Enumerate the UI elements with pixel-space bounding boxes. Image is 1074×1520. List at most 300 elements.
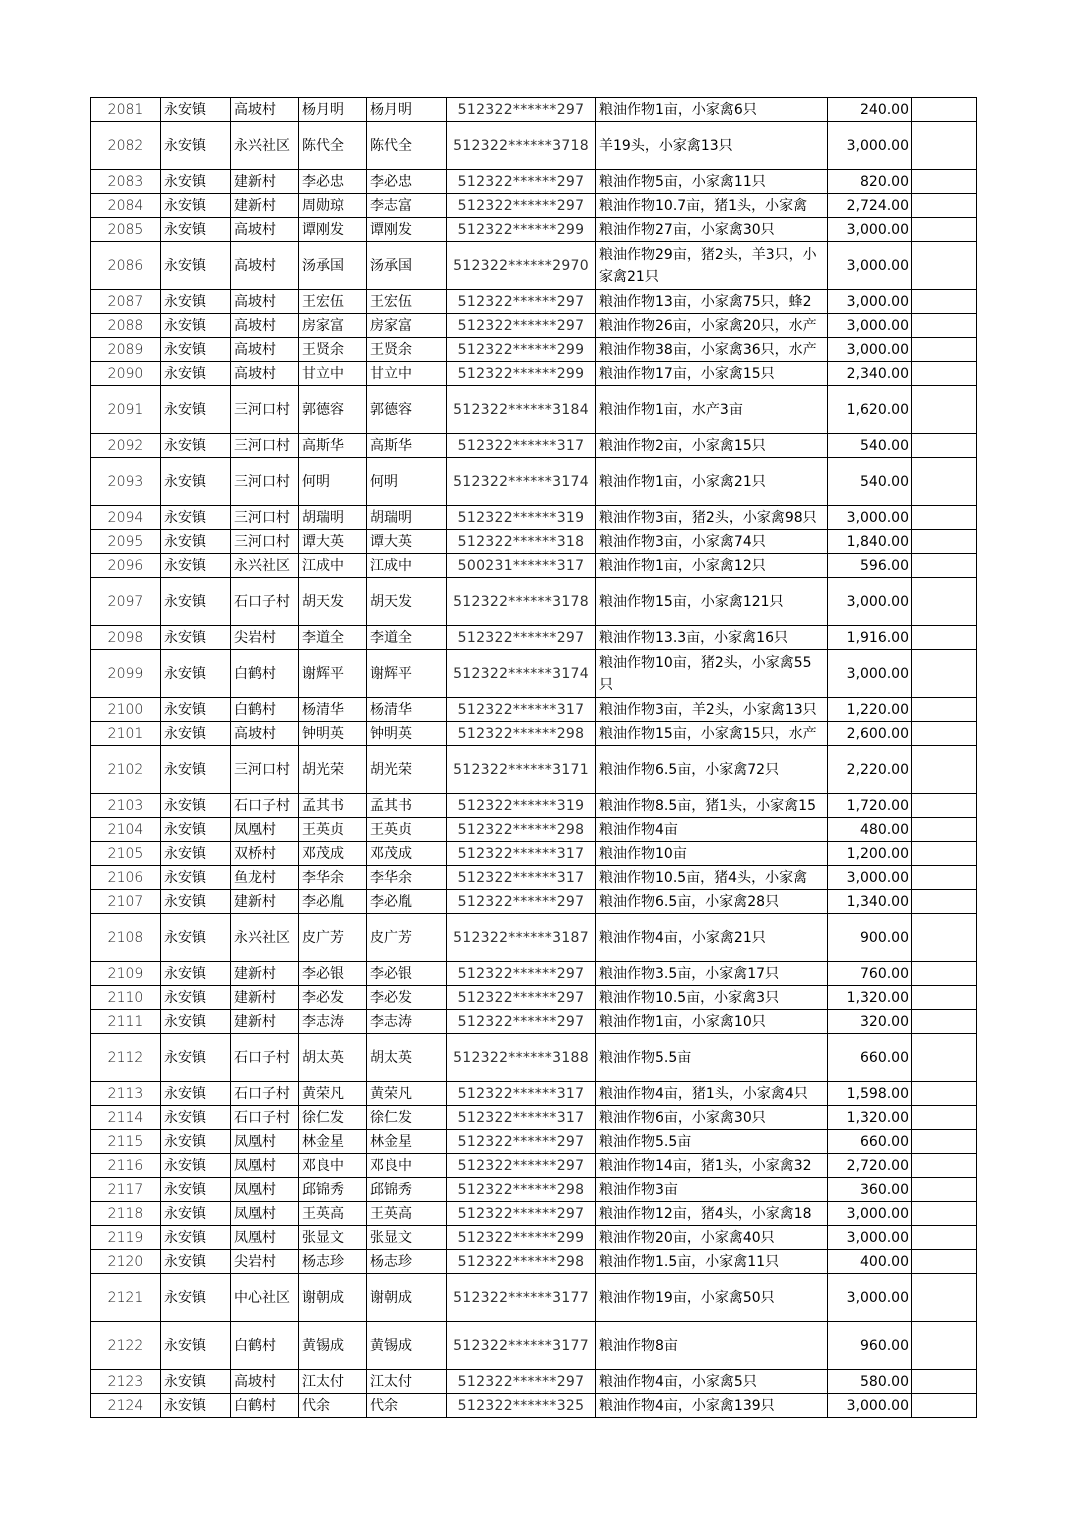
row-number: 2090 [91, 362, 161, 386]
payee-cell: 胡瑞明 [367, 506, 447, 530]
id-number-cell: 512322******2970 [447, 242, 596, 290]
village-cell: 建新村 [231, 170, 299, 194]
description-cell: 羊19头，小家禽13只 [596, 122, 828, 170]
amount-cell: 3,000.00 [828, 866, 912, 890]
table-row [91, 842, 977, 866]
name-cell: 李志涛 [299, 1010, 367, 1034]
id-number-cell: 512322******3178 [447, 578, 596, 626]
amount-cell: 580.00 [828, 1370, 912, 1394]
description-cell: 粮油作物3亩，羊2头，小家禽13只 [596, 698, 828, 722]
row-number: 2116 [91, 1154, 161, 1178]
table-row [91, 698, 977, 722]
payee-cell: 李必发 [367, 986, 447, 1010]
row-number: 2107 [91, 890, 161, 914]
table-row [91, 434, 977, 458]
table-row [91, 890, 977, 914]
row-number: 2089 [91, 338, 161, 362]
id-number-cell: 512322******297 [447, 962, 596, 986]
amount-cell: 1,220.00 [828, 698, 912, 722]
id-number-cell: 512322******297 [447, 194, 596, 218]
town-cell: 永安镇 [161, 1082, 231, 1106]
name-cell: 江太付 [299, 1370, 367, 1394]
payee-cell: 谢朝成 [367, 1274, 447, 1322]
payee-cell: 李志涛 [367, 1010, 447, 1034]
town-cell: 永安镇 [161, 506, 231, 530]
village-cell: 建新村 [231, 194, 299, 218]
description-cell: 粮油作物3亩 [596, 1178, 828, 1202]
payee-cell: 李道全 [367, 626, 447, 650]
amount-cell: 2,340.00 [828, 362, 912, 386]
description-cell: 粮油作物27亩，小家禽30只 [596, 218, 828, 242]
name-cell: 汤承国 [299, 242, 367, 290]
table-row [91, 386, 977, 434]
name-cell: 房家富 [299, 314, 367, 338]
remarks-cell [912, 1154, 977, 1178]
village-cell: 凤凰村 [231, 1130, 299, 1154]
payee-cell: 胡光荣 [367, 746, 447, 794]
amount-cell: 2,724.00 [828, 194, 912, 218]
town-cell: 永安镇 [161, 434, 231, 458]
payee-cell: 李华余 [367, 866, 447, 890]
description-cell: 粮油作物1亩，小家禽6只 [596, 98, 828, 122]
amount-cell: 820.00 [828, 170, 912, 194]
description-cell: 粮油作物6亩，小家禽30只 [596, 1106, 828, 1130]
town-cell: 永安镇 [161, 818, 231, 842]
village-cell: 尖岩村 [231, 626, 299, 650]
description-cell: 粮油作物1亩，小家禽12只 [596, 554, 828, 578]
table-row [91, 818, 977, 842]
id-number-cell: 512322******297 [447, 1130, 596, 1154]
row-number: 2122 [91, 1322, 161, 1370]
amount-cell: 3,000.00 [828, 578, 912, 626]
description-cell: 粮油作物4亩，小家禽21只 [596, 914, 828, 962]
id-number-cell: 512322******297 [447, 626, 596, 650]
name-cell: 代余 [299, 1394, 367, 1418]
remarks-cell [912, 1394, 977, 1418]
village-cell: 凤凰村 [231, 818, 299, 842]
id-number-cell: 512322******297 [447, 986, 596, 1010]
description-cell: 粮油作物4亩，小家禽5只 [596, 1370, 828, 1394]
village-cell: 三河口村 [231, 506, 299, 530]
name-cell: 王贤余 [299, 338, 367, 362]
id-number-cell: 512322******317 [447, 1082, 596, 1106]
remarks-cell [912, 890, 977, 914]
description-cell: 粮油作物10.5亩，猪4头，小家禽 [596, 866, 828, 890]
description-cell: 粮油作物19亩，小家禽50只 [596, 1274, 828, 1322]
row-number: 2108 [91, 914, 161, 962]
row-number: 2084 [91, 194, 161, 218]
row-number: 2101 [91, 722, 161, 746]
id-number-cell: 512322******3187 [447, 914, 596, 962]
amount-cell: 360.00 [828, 1178, 912, 1202]
remarks-cell [912, 170, 977, 194]
table-row [91, 914, 977, 962]
village-cell: 永兴社区 [231, 554, 299, 578]
description-cell: 粮油作物14亩，猪1头，小家禽32 [596, 1154, 828, 1178]
town-cell: 永安镇 [161, 1226, 231, 1250]
town-cell: 永安镇 [161, 578, 231, 626]
id-number-cell: 512322******297 [447, 1010, 596, 1034]
table-row [91, 794, 977, 818]
town-cell: 永安镇 [161, 218, 231, 242]
amount-cell: 240.00 [828, 98, 912, 122]
name-cell: 钟明英 [299, 722, 367, 746]
amount-cell: 540.00 [828, 458, 912, 506]
name-cell: 王英贞 [299, 818, 367, 842]
payee-cell: 江成中 [367, 554, 447, 578]
table-row [91, 1322, 977, 1370]
id-number-cell: 512322******3174 [447, 458, 596, 506]
amount-cell: 2,220.00 [828, 746, 912, 794]
remarks-cell [912, 746, 977, 794]
table-row [91, 1130, 977, 1154]
name-cell: 高斯华 [299, 434, 367, 458]
village-cell: 凤凰村 [231, 1202, 299, 1226]
table-row [91, 722, 977, 746]
town-cell: 永安镇 [161, 1010, 231, 1034]
payee-cell: 张显文 [367, 1226, 447, 1250]
remarks-cell [912, 866, 977, 890]
town-cell: 永安镇 [161, 650, 231, 698]
table-row [91, 1226, 977, 1250]
table-row [91, 362, 977, 386]
name-cell: 杨志珍 [299, 1250, 367, 1274]
description-cell: 粮油作物13.3亩，小家禽16只 [596, 626, 828, 650]
amount-cell: 3,000.00 [828, 338, 912, 362]
description-cell: 粮油作物1亩，水产3亩 [596, 386, 828, 434]
amount-cell: 1,840.00 [828, 530, 912, 554]
id-number-cell: 512322******319 [447, 506, 596, 530]
payee-cell: 甘立中 [367, 362, 447, 386]
amount-cell: 3,000.00 [828, 650, 912, 698]
table-row [91, 1154, 977, 1178]
remarks-cell [912, 242, 977, 290]
name-cell: 谢辉平 [299, 650, 367, 698]
row-number: 2123 [91, 1370, 161, 1394]
remarks-cell [912, 122, 977, 170]
description-cell: 粮油作物15亩，小家禽15只，水产 [596, 722, 828, 746]
remarks-cell [912, 218, 977, 242]
row-number: 2098 [91, 626, 161, 650]
description-cell: 粮油作物10.7亩，猪1头，小家禽 [596, 194, 828, 218]
amount-cell: 596.00 [828, 554, 912, 578]
description-cell: 粮油作物38亩，小家禽36只，水产 [596, 338, 828, 362]
id-number-cell: 512322******325 [447, 1394, 596, 1418]
village-cell: 凤凰村 [231, 1226, 299, 1250]
amount-cell: 2,720.00 [828, 1154, 912, 1178]
town-cell: 永安镇 [161, 194, 231, 218]
amount-cell: 480.00 [828, 818, 912, 842]
name-cell: 何明 [299, 458, 367, 506]
description-cell: 粮油作物1亩，小家禽21只 [596, 458, 828, 506]
table-row [91, 170, 977, 194]
village-cell: 石口子村 [231, 1106, 299, 1130]
amount-cell: 3,000.00 [828, 1274, 912, 1322]
payee-cell: 邱锦秀 [367, 1178, 447, 1202]
payee-cell: 王宏伍 [367, 290, 447, 314]
row-number: 2120 [91, 1250, 161, 1274]
description-cell: 粮油作物3亩，小家禽74只 [596, 530, 828, 554]
id-number-cell: 512322******298 [447, 1178, 596, 1202]
table-row [91, 1250, 977, 1274]
village-cell: 三河口村 [231, 434, 299, 458]
row-number: 2111 [91, 1010, 161, 1034]
town-cell: 永安镇 [161, 746, 231, 794]
row-number: 2109 [91, 962, 161, 986]
description-cell: 粮油作物10亩，猪2头，小家禽55只 [596, 650, 828, 698]
town-cell: 永安镇 [161, 986, 231, 1010]
payee-cell: 汤承国 [367, 242, 447, 290]
town-cell: 永安镇 [161, 914, 231, 962]
table-row [91, 1370, 977, 1394]
name-cell: 胡瑞明 [299, 506, 367, 530]
id-number-cell: 512322******3174 [447, 650, 596, 698]
row-number: 2103 [91, 794, 161, 818]
payee-cell: 黄锡成 [367, 1322, 447, 1370]
name-cell: 王英高 [299, 1202, 367, 1226]
table-row [91, 1274, 977, 1322]
remarks-cell [912, 1034, 977, 1082]
village-cell: 高坡村 [231, 1370, 299, 1394]
town-cell: 永安镇 [161, 1202, 231, 1226]
payee-cell: 钟明英 [367, 722, 447, 746]
name-cell: 徐仁发 [299, 1106, 367, 1130]
town-cell: 永安镇 [161, 290, 231, 314]
description-cell: 粮油作物26亩，小家禽20只，水产 [596, 314, 828, 338]
remarks-cell [912, 554, 977, 578]
payee-cell: 胡天发 [367, 578, 447, 626]
name-cell: 李必胤 [299, 890, 367, 914]
payee-cell: 陈代全 [367, 122, 447, 170]
description-cell: 粮油作物29亩，猪2头，羊3只，小家禽21只 [596, 242, 828, 290]
remarks-cell [912, 842, 977, 866]
payee-cell: 江太付 [367, 1370, 447, 1394]
remarks-cell [912, 1106, 977, 1130]
row-number: 2104 [91, 818, 161, 842]
row-number: 2082 [91, 122, 161, 170]
amount-cell: 3,000.00 [828, 290, 912, 314]
town-cell: 永安镇 [161, 866, 231, 890]
table-row [91, 578, 977, 626]
village-cell: 高坡村 [231, 338, 299, 362]
amount-cell: 540.00 [828, 434, 912, 458]
id-number-cell: 512322******297 [447, 1154, 596, 1178]
id-number-cell: 512322******299 [447, 362, 596, 386]
remarks-cell [912, 986, 977, 1010]
town-cell: 永安镇 [161, 242, 231, 290]
remarks-cell [912, 794, 977, 818]
payee-cell: 王英高 [367, 1202, 447, 1226]
remarks-cell [912, 458, 977, 506]
row-number: 2118 [91, 1202, 161, 1226]
row-number: 2110 [91, 986, 161, 1010]
town-cell: 永安镇 [161, 530, 231, 554]
town-cell: 永安镇 [161, 362, 231, 386]
village-cell: 白鹤村 [231, 1322, 299, 1370]
payee-cell: 邓良中 [367, 1154, 447, 1178]
amount-cell: 760.00 [828, 962, 912, 986]
amount-cell: 660.00 [828, 1130, 912, 1154]
description-cell: 粮油作物1.5亩，小家禽11只 [596, 1250, 828, 1274]
payee-cell: 杨志珍 [367, 1250, 447, 1274]
description-cell: 粮油作物6.5亩，小家禽28只 [596, 890, 828, 914]
amount-cell: 3,000.00 [828, 1394, 912, 1418]
amount-cell: 3,000.00 [828, 122, 912, 170]
amount-cell: 320.00 [828, 1010, 912, 1034]
remarks-cell [912, 1082, 977, 1106]
row-number: 2086 [91, 242, 161, 290]
remarks-cell [912, 1370, 977, 1394]
remarks-cell [912, 338, 977, 362]
amount-cell: 1,598.00 [828, 1082, 912, 1106]
payee-cell: 李志富 [367, 194, 447, 218]
table-row [91, 1202, 977, 1226]
village-cell: 建新村 [231, 1010, 299, 1034]
village-cell: 石口子村 [231, 1082, 299, 1106]
id-number-cell: 512322******3718 [447, 122, 596, 170]
description-cell: 粮油作物4亩，猪1头，小家禽4只 [596, 1082, 828, 1106]
remarks-cell [912, 1130, 977, 1154]
amount-cell: 960.00 [828, 1322, 912, 1370]
remarks-cell [912, 194, 977, 218]
id-number-cell: 512322******299 [447, 218, 596, 242]
description-cell: 粮油作物20亩，小家禽40只 [596, 1226, 828, 1250]
row-number: 2094 [91, 506, 161, 530]
remarks-cell [912, 914, 977, 962]
payee-cell: 房家富 [367, 314, 447, 338]
row-number: 2124 [91, 1394, 161, 1418]
table-row [91, 242, 977, 290]
amount-cell: 1,320.00 [828, 1106, 912, 1130]
name-cell: 郭德容 [299, 386, 367, 434]
payee-cell: 王英贞 [367, 818, 447, 842]
town-cell: 永安镇 [161, 1178, 231, 1202]
town-cell: 永安镇 [161, 1034, 231, 1082]
name-cell: 黄荣凡 [299, 1082, 367, 1106]
payee-cell: 代余 [367, 1394, 447, 1418]
town-cell: 永安镇 [161, 842, 231, 866]
remarks-cell [912, 434, 977, 458]
village-cell: 高坡村 [231, 722, 299, 746]
payee-cell: 林金星 [367, 1130, 447, 1154]
row-number: 2119 [91, 1226, 161, 1250]
town-cell: 永安镇 [161, 1274, 231, 1322]
description-cell: 粮油作物5.5亩 [596, 1034, 828, 1082]
table-row [91, 986, 977, 1010]
id-number-cell: 512322******297 [447, 1202, 596, 1226]
id-number-cell: 512322******299 [447, 338, 596, 362]
payee-cell: 孟其书 [367, 794, 447, 818]
id-number-cell: 512322******298 [447, 722, 596, 746]
id-number-cell: 512322******317 [447, 1106, 596, 1130]
id-number-cell: 512322******3184 [447, 386, 596, 434]
town-cell: 永安镇 [161, 122, 231, 170]
payee-cell: 谭大英 [367, 530, 447, 554]
row-number: 2087 [91, 290, 161, 314]
row-number: 2097 [91, 578, 161, 626]
table-row [91, 1082, 977, 1106]
name-cell: 杨清华 [299, 698, 367, 722]
table-row [91, 98, 977, 122]
village-cell: 双桥村 [231, 842, 299, 866]
town-cell: 永安镇 [161, 1154, 231, 1178]
town-cell: 永安镇 [161, 170, 231, 194]
row-number: 2121 [91, 1274, 161, 1322]
remarks-cell [912, 290, 977, 314]
row-number: 2100 [91, 698, 161, 722]
name-cell: 杨月明 [299, 98, 367, 122]
table-row [91, 1034, 977, 1082]
name-cell: 陈代全 [299, 122, 367, 170]
payee-cell: 郭德容 [367, 386, 447, 434]
amount-cell: 2,600.00 [828, 722, 912, 746]
remarks-cell [912, 698, 977, 722]
row-number: 2105 [91, 842, 161, 866]
table-row [91, 962, 977, 986]
id-number-cell: 512322******3177 [447, 1274, 596, 1322]
description-cell: 粮油作物5.5亩 [596, 1130, 828, 1154]
table-row [91, 1178, 977, 1202]
row-number: 2096 [91, 554, 161, 578]
remarks-cell [912, 1226, 977, 1250]
row-number: 2113 [91, 1082, 161, 1106]
village-cell: 中心社区 [231, 1274, 299, 1322]
village-cell: 白鹤村 [231, 1394, 299, 1418]
remarks-cell [912, 1250, 977, 1274]
village-cell: 凤凰村 [231, 1178, 299, 1202]
amount-cell: 1,916.00 [828, 626, 912, 650]
payee-cell: 谭刚发 [367, 218, 447, 242]
amount-cell: 1,200.00 [828, 842, 912, 866]
town-cell: 永安镇 [161, 962, 231, 986]
remarks-cell [912, 818, 977, 842]
village-cell: 永兴社区 [231, 122, 299, 170]
name-cell: 胡天发 [299, 578, 367, 626]
village-cell: 三河口村 [231, 530, 299, 554]
table-row [91, 866, 977, 890]
id-number-cell: 512322******317 [447, 434, 596, 458]
id-number-cell: 512322******297 [447, 1370, 596, 1394]
remarks-cell [912, 722, 977, 746]
name-cell: 李必银 [299, 962, 367, 986]
payee-cell: 杨月明 [367, 98, 447, 122]
row-number: 2117 [91, 1178, 161, 1202]
remarks-cell [912, 1010, 977, 1034]
amount-cell: 3,000.00 [828, 1226, 912, 1250]
id-number-cell: 512322******297 [447, 890, 596, 914]
description-cell: 粮油作物1亩，小家禽10只 [596, 1010, 828, 1034]
name-cell: 邱锦秀 [299, 1178, 367, 1202]
description-cell: 粮油作物10.5亩，小家禽3只 [596, 986, 828, 1010]
payee-cell: 王贤余 [367, 338, 447, 362]
payee-cell: 高斯华 [367, 434, 447, 458]
id-number-cell: 512322******297 [447, 290, 596, 314]
amount-cell: 900.00 [828, 914, 912, 962]
table-row [91, 290, 977, 314]
row-number: 2095 [91, 530, 161, 554]
name-cell: 胡太英 [299, 1034, 367, 1082]
table-row [91, 1394, 977, 1418]
id-number-cell: 512322******298 [447, 1250, 596, 1274]
id-number-cell: 512322******298 [447, 818, 596, 842]
remarks-cell [912, 530, 977, 554]
town-cell: 永安镇 [161, 98, 231, 122]
town-cell: 永安镇 [161, 338, 231, 362]
id-number-cell: 512322******319 [447, 794, 596, 818]
town-cell: 永安镇 [161, 314, 231, 338]
amount-cell: 3,000.00 [828, 1202, 912, 1226]
village-cell: 白鹤村 [231, 698, 299, 722]
